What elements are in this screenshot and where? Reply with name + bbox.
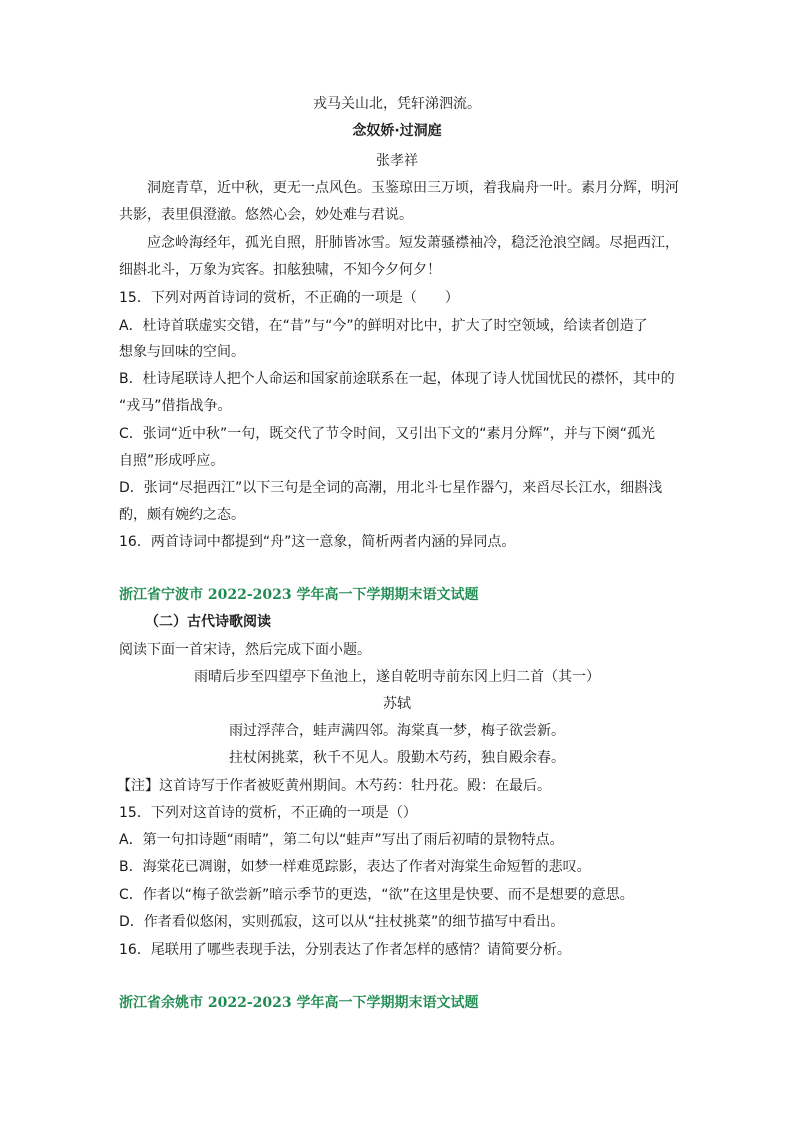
ci-paragraph-1-line-1: 洞庭青草，近中秋，更无一点风色。玉鉴琼田三万顷，着我扁舟一叶。素月分辉，明河 [147,180,679,196]
option-b-line-1: B．杜诗尾联诗人把个人命运和国家前途联系在一起，体现了诗人忧国忧民的襟怀，其中的 [119,371,675,387]
reading-instruction: 阅读下面一首宋诗，然后完成下面小题。 [119,642,371,658]
ci-title: 念奴娇·过洞庭 [352,123,442,139]
ci-paragraph-2-line-1: 应念岭海经年，孤光自照，肝肺皆冰雪。短发萧骚襟袖冷，稳泛沧浪空阔。尽挹西江， [147,235,679,251]
option-c: C．作者以“梅子欲尝新”暗示季节的更迭，“欲”在这里是快要、而不是想要的意思。 [119,887,634,903]
subheading-ancient-poetry: （二）古代诗歌阅读 [145,614,271,630]
question-15-song-poem: 15．下列对这首诗的赏析，不正确的一项是（） [119,805,417,821]
option-b-line-2: “戎马”借指战争。 [119,398,232,414]
section-heading-yuyao: 浙江省余姚市 2022-2023 学年高一下学期期末语文试题 [119,995,479,1011]
section-heading-ningbo: 浙江省宁波市 2022-2023 学年高一下学期期末语文试题 [119,587,479,603]
poem-closing-line: 戎马关山北，凭轩涕泗流。 [313,96,481,112]
option-a-line-2: 想象与回味的空间。 [119,344,245,360]
option-c-line-2: 自照”形成呼应。 [119,453,225,469]
ci-author: 张孝祥 [376,153,418,169]
ci-paragraph-1-line-2: 共影，表里俱澄澈。悠然心会，妙处难与君说。 [119,207,413,223]
option-d-line-2: 酌，颇有婉约之态。 [119,507,245,523]
poem-author: 苏轼 [383,696,411,712]
ci-paragraph-2-line-2: 细斟北斗，万象为宾客。扣舷独啸，不知今夕何夕！ [119,262,441,278]
option-d-line-1: D．张词“尽挹西江”以下三句是全词的高潮，用北斗七星作器勺，来舀尽长江水，细斟浅 [119,480,663,496]
question-16: 16．两首诗词中都提到“舟”这一意象，简析两者内涵的异同点。 [119,534,516,550]
question-16-song-poem: 16．尾联用了哪些表现手法，分别表达了作者怎样的感情？请简要分析。 [119,942,571,958]
option-d: D．作者看似悠闲，实则孤寂，这可以从“拄杖挑菜”的细节描写中看出。 [119,914,565,930]
poem-line-1: 雨过浮萍合，蛙声满四邻。海棠真一梦，梅子欲尝新。 [229,723,565,739]
poem-line-2: 拄杖闲挑菜，秋千不见人。殷勤木芍药，独自殿余春。 [229,750,565,766]
option-b: B．海棠花已凋谢，如梦一样难觅踪影，表达了作者对海棠生命短暂的悲叹。 [119,859,591,875]
option-c-line-1: C．张词“近中秋”一句，既交代了节令时间，又引出下文的“素月分辉”，并与下阕“孤光 [119,426,656,442]
poem-title: 雨晴后步至四望亭下鱼池上，遂自乾明寺前东冈上归二首（其一） [194,669,600,685]
option-a-line-1: A．杜诗首联虚实交错，在“昔”与“今”的鲜明对比中，扩大了时空领域，给读者创造了 [119,318,648,334]
option-a: A．第一句扣诗题“雨晴”，第二句以“蛙声”写出了雨后初晴的景物特点。 [119,832,564,848]
poem-note: 【注】这首诗写于作者被贬黄州期间。木芍药：牡丹花。殿：在最后。 [117,778,551,794]
question-15: 15．下列对两首诗词的赏析，不正确的一项是（ ） [119,290,459,306]
